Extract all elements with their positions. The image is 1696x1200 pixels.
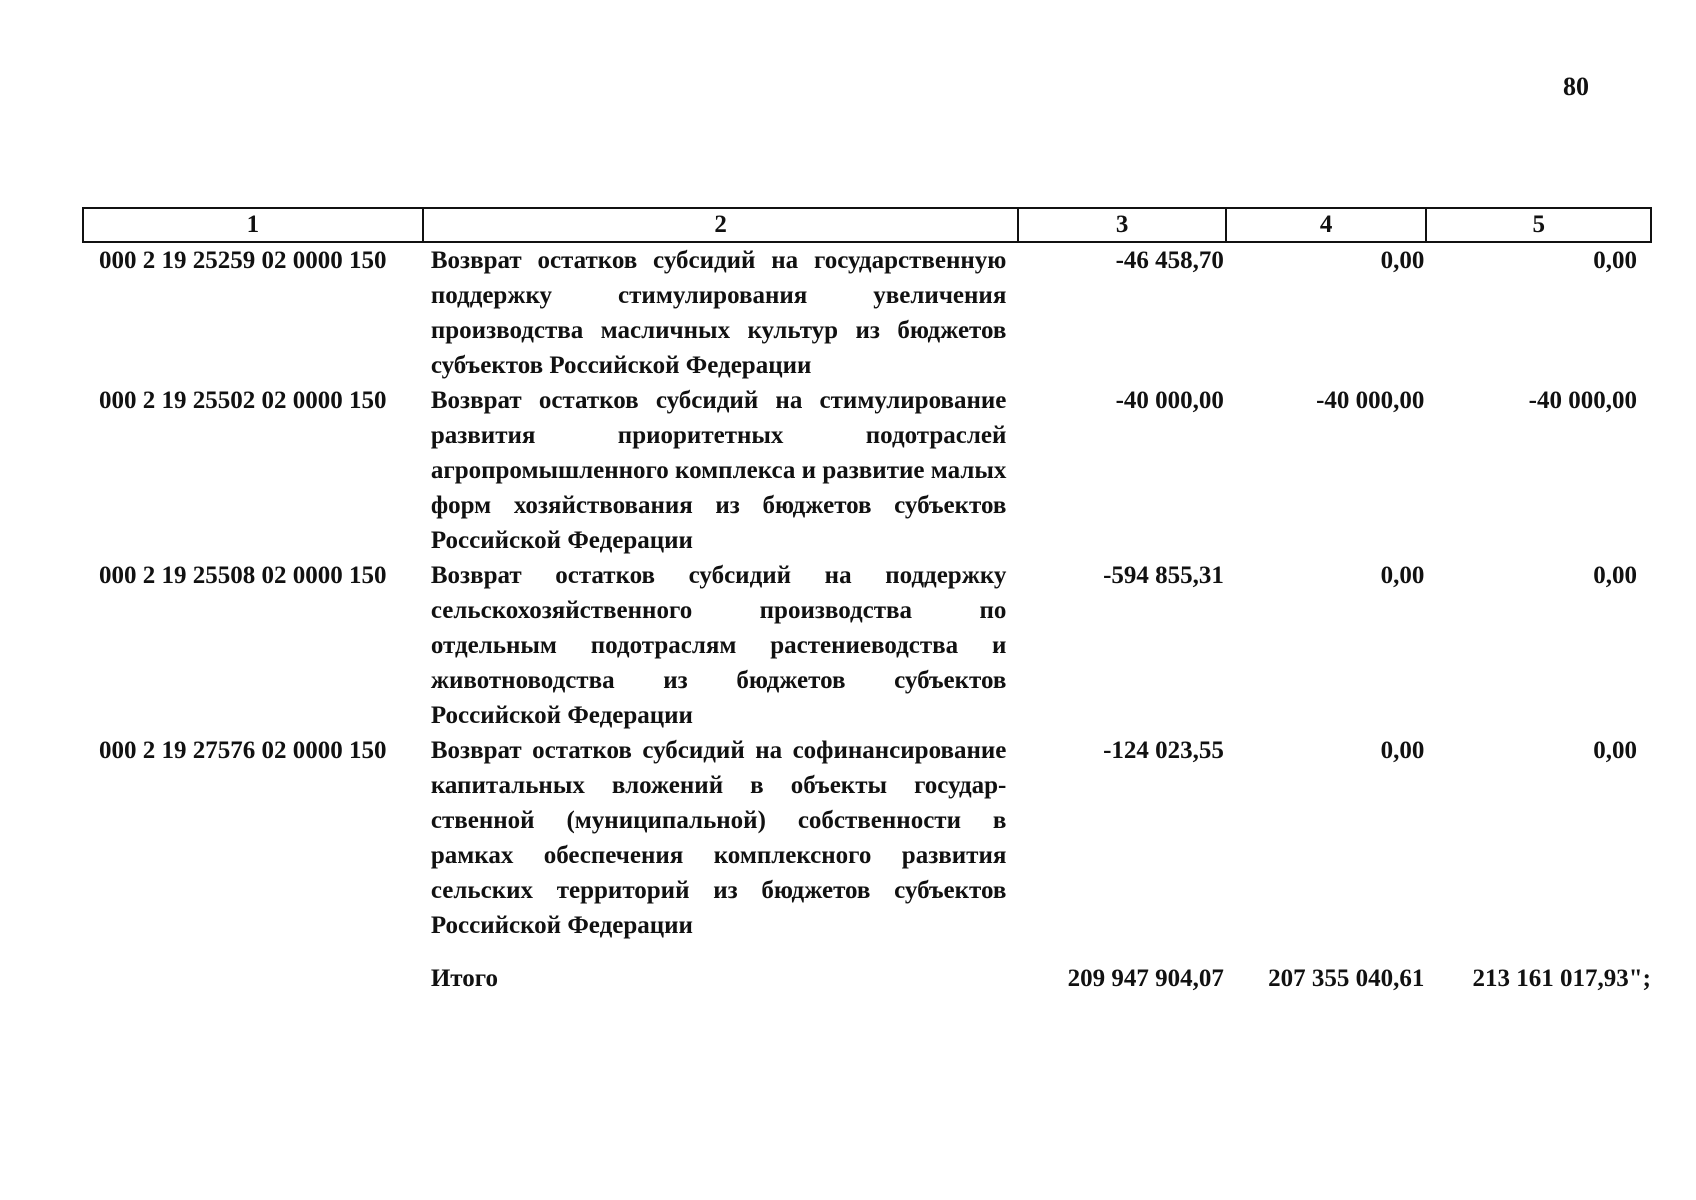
budget-code: 000 2 19 27576 02 0000 150: [99, 737, 387, 764]
total-row: [83, 943, 1651, 996]
value-col4: 0,00: [1380, 737, 1425, 764]
value-col3: -594 855,31: [1103, 562, 1224, 589]
value-col4: 0,00: [1380, 247, 1425, 274]
value-col5: -40 000,00: [1528, 387, 1637, 414]
budget-table: [82, 207, 1652, 996]
value-col5: 0,00: [1593, 247, 1637, 274]
header-row: [83, 208, 1651, 242]
total-label: Итого: [430, 965, 498, 992]
value-col5: 0,00: [1593, 737, 1637, 764]
table-body: [83, 242, 1651, 996]
column-header-4: 4: [1226, 208, 1427, 242]
budget-code: 000 2 19 25259 02 0000 150: [99, 247, 387, 274]
item-description: Возврат остатков субсидий на стимулирование развития приоритетных подотраслей агропромышленного комплекса и развитие малых форм хозяйствования из бюджетов субъектов Российской Федерации: [430, 387, 1007, 554]
table-header: [83, 208, 1651, 242]
column-header-5: 5: [1426, 208, 1651, 242]
table-row: [83, 242, 1651, 383]
value-col5: 0,00: [1593, 562, 1637, 589]
total-col5: 213 161 017,93";: [1472, 965, 1651, 992]
column-header-3: 3: [1018, 208, 1226, 242]
value-col3: -46 458,70: [1115, 247, 1224, 274]
page-number: 80: [1563, 72, 1589, 101]
table-row: [83, 733, 1651, 943]
empty-code-cell: [83, 943, 423, 996]
table-row: [83, 383, 1651, 558]
budget-code: 000 2 19 25502 02 0000 150: [99, 387, 387, 414]
item-description: Возврат остатков субсидий на поддержку сельскохозяйственного производства по отдельным подотраслям растениеводства и животноводства из бюджетов субъектов Российской Федерации: [430, 562, 1007, 729]
total-col3: 209 947 904,07: [1067, 965, 1224, 992]
value-col3: -124 023,55: [1103, 737, 1224, 764]
column-header-1: 1: [83, 208, 423, 242]
budget-code: 000 2 19 25508 02 0000 150: [99, 562, 387, 589]
value-col4: -40 000,00: [1316, 387, 1425, 414]
total-col4: 207 355 040,61: [1268, 965, 1425, 992]
column-header-2: 2: [423, 208, 1019, 242]
item-description: Возврат остатков субсидий на софинансирование капитальных вложений в объекты государ-ственной (муниципальной) собственности в рамках обеспечения комплексного развития сельских территорий из бюджетов субъектов Российской Федерации: [430, 737, 1007, 939]
item-description: Возврат остатков субсидий на государственную поддержку стимулирования увеличения производства масличных культур из бюджетов субъектов Российской Федерации: [430, 247, 1007, 379]
value-col3: -40 000,00: [1115, 387, 1224, 414]
value-col4: 0,00: [1380, 562, 1425, 589]
table-row: [83, 558, 1651, 733]
